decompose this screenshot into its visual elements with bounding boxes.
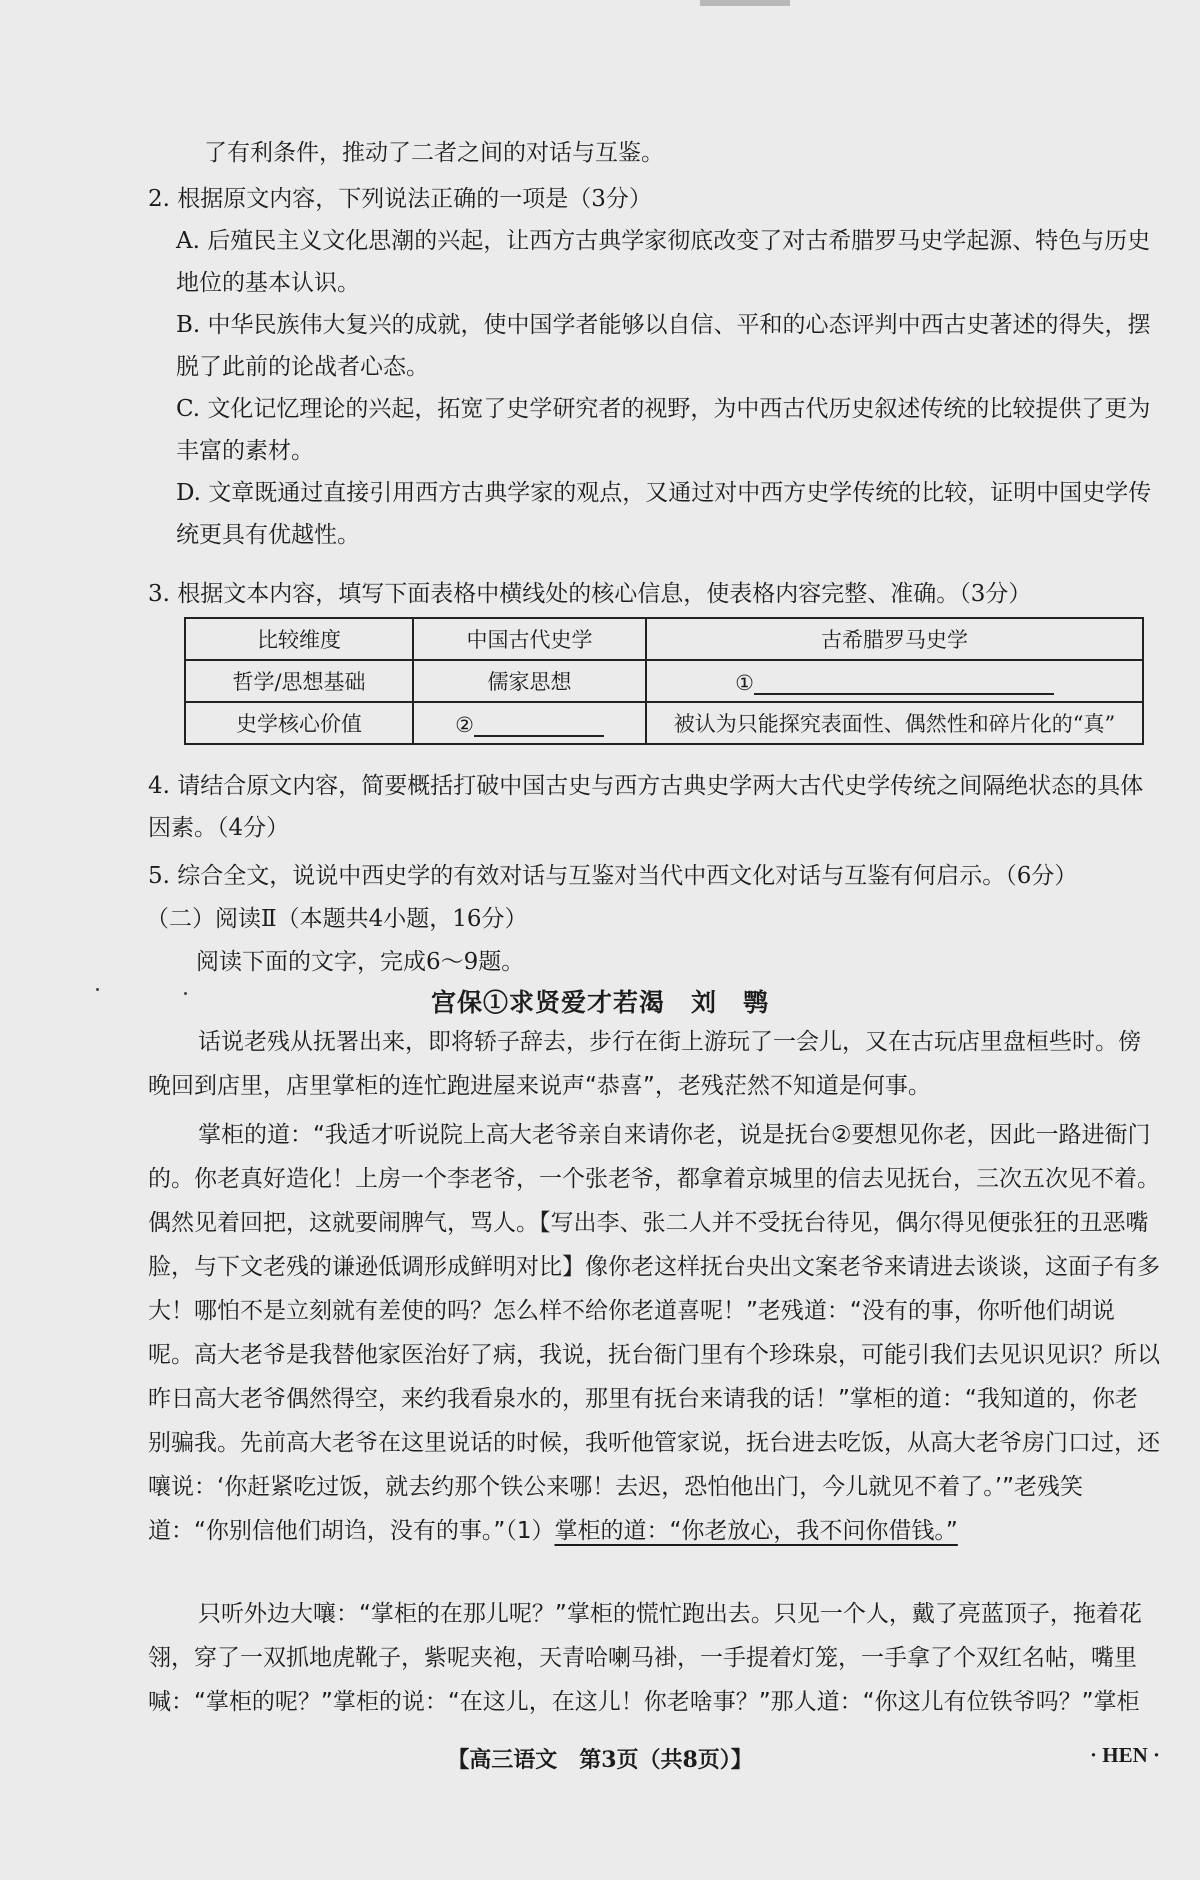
q2-option-b-text: B. 中华民族伟大复兴的成就，使中国学者能够以自信、平和的心态评判中西古史著述的得失，摆脱了此前的论战者心态。: [176, 312, 1151, 380]
q2-option-a: [176, 220, 1158, 304]
q2-option-c-text: C. 文化记忆理论的兴起，拓宽了史学研究者的视野，为中西古代历史叙述传统的比较提供了更为丰富的素材。: [176, 396, 1151, 464]
story-paragraph-1: 话说老残从抚署出来，即将轿子辞去，步行在街上游玩了一会儿，又在古玩店里盘桓些时。傍晚回到店里，店里掌柜的连忙跑进屋来说声“恭喜”，老残茫然不知道是何事。: [148, 1029, 1141, 1099]
q2-option-d-text: D. 文章既通过直接引用西方古典学家的观点，又通过对中西方史学传统的比较，证明中国史学传统更具有优越性。: [176, 480, 1152, 548]
table-header-cell: 中国古代史学: [413, 618, 646, 660]
question-5: 5. 综合全文，说说中西史学的有效对话与互鉴对当代中西文化对话与互鉴有何启示。（6分）: [148, 863, 1078, 889]
table-header-cell: 古希腊罗马史学: [646, 618, 1143, 660]
story-paragraph-3: 只听外边大嚷：“掌柜的在那儿呢？”掌柜的慌忙跑出去。只见一个人，戴了亮蓝顶子，拖着花翎，穿了一双抓地虎靴子，紫呢夹袍，天青哈喇马褂，一手提着灯笼，一手拿了个双红名帖，嘴里喊：“掌柜的呢？”掌柜的说：“在这儿，在这儿！你老啥事？”那人道：“你这儿有位铁爷吗？”掌柜: [148, 1601, 1142, 1715]
comparison-table: [184, 617, 1144, 745]
underlined-sentence-1: 掌柜的道：“你老放心，我不问你借钱。”: [554, 1518, 958, 1544]
reading-instruction: 阅读下面的文字，完成6～9题。: [196, 949, 525, 975]
page-footer: 【高三语文 第3页（共8页）】: [447, 1747, 753, 1773]
question-3-stem: 3. 根据文本内容，填写下面表格中横线处的核心信息，使表格内容完整、准确。（3分）: [148, 581, 1032, 607]
table-cell: 儒家思想: [413, 660, 646, 702]
blank-marker: ①: [735, 671, 754, 695]
story-paragraph-2: [148, 1113, 1160, 1553]
table-header-row: [185, 618, 1143, 660]
blank-line: [754, 667, 1054, 695]
scan-edge-mark: [700, 0, 790, 6]
blank-marker: ②: [455, 713, 474, 737]
answer-blank-2[interactable]: [413, 702, 646, 744]
story-paragraph-2-text: 掌柜的道：“我适才听说院上高大老爷亲自来请你老，说是抚台②要想见你老，因此一路进衙门的。你老真好造化！上房一个李老爷，一个张老爷，都拿着京城里的信去见抚台，三次五次见不着。偶然见着回把，这就要闹脾气，骂人。【写出李、张二人并不受抚台待见，偶尔得见便张狂的丑恶嘴脸，与下文老残的谦逊低调形成鲜明对比】像你老这样抚台央出文案老爷来请进去谈谈，这面子有多大！哪怕不是立刻就有差使的吗？怎么样不给你老道喜呢！”老残道：“没有的事，你听他们胡说呢。高大老爷是我替他家医治好了病，我说，抚台衙门里有个珍珠泉，可能引我们去见识见识？所以昨日高大老爷偶然得空，来约我看泉水的，那里有抚台来请我的话！”掌柜的道：“我知道的，你老别骗我。先前高大老爷在这里说话的时候，我听他管家说，抚台进去吃饭，从高大老爷房门口过，还嚷说：‘你赶紧吃过饭，就去约那个铁公来哪！去迟，恐怕他出门，今儿就见不着了。’”老残笑道：“你别信他们胡诌，没有的事。”（1）: [148, 1122, 1160, 1544]
q2-option-d: [176, 472, 1158, 556]
continuation-line: 了有利条件，推动了二者之间的对话与互鉴。: [204, 140, 664, 166]
q2-option-b: [176, 304, 1158, 388]
q2-option-c: [176, 388, 1158, 472]
answer-blank-1[interactable]: [646, 660, 1143, 702]
table-cell: 哲学/思想基础: [185, 660, 413, 702]
question-4: [148, 765, 1158, 849]
table-row: [185, 660, 1143, 702]
footer-code: · HEN ·: [1090, 1743, 1161, 1767]
section-2-heading: （二）阅读Ⅱ（本题共4小题，16分）: [146, 906, 528, 932]
question-4-text: 4. 请结合原文内容，简要概括打破中国古史与西方古典史学两大古代史学传统之间隔绝状态的具体因素。（4分）: [148, 773, 1144, 841]
question-2-stem: 2. 根据原文内容，下列说法正确的一项是（3分）: [148, 186, 652, 212]
table-header-cell: 比较维度: [185, 618, 413, 660]
table-cell: 史学核心价值: [185, 702, 413, 744]
blank-line: [474, 709, 604, 737]
q2-option-a-text: A. 后殖民主义文化思潮的兴起，让西方古典学家彻底改变了对古希腊罗马史学起源、特色与历史地位的基本认识。: [176, 228, 1151, 296]
table-row: [185, 702, 1143, 744]
story-title: 宫保①求贤爱才若渴 刘 鹗: [430, 988, 769, 1017]
table-cell: 被认为只能探究表面性、偶然性和碎片化的“真”: [646, 702, 1143, 744]
